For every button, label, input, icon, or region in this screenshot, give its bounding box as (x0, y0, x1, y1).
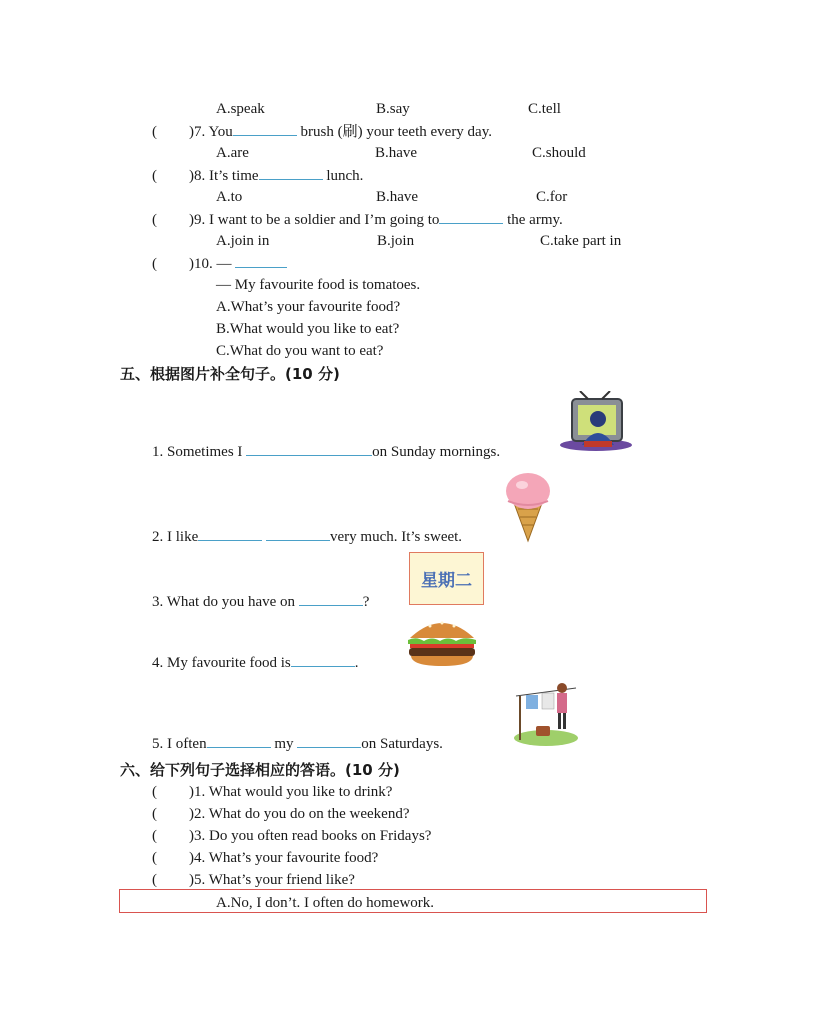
section-5-heading: 五、根据图片补全句子。(10 分) (120, 365, 340, 383)
q9-option-c: C.take part in (540, 233, 622, 249)
question-8 (152, 165, 363, 186)
q10-option-a: A.What’s your favourite food? (216, 299, 401, 315)
q10-reply: — My favourite food is tomatoes. (216, 277, 421, 293)
sentence-2-end: very much. It’s sweet. (330, 529, 463, 545)
sentence-2-start: 2. I like (152, 529, 199, 545)
sentence-5-start: 5. I often (152, 736, 207, 752)
sentence-5-mid: my (274, 736, 294, 752)
match-question-text: )3. Do you often read books on Fridays? (189, 828, 432, 844)
answer-blank[interactable] (439, 209, 503, 224)
q7-option-b: B.have (375, 145, 418, 161)
match-question-2 (152, 804, 410, 824)
answer-blank[interactable] (299, 591, 363, 606)
question-9 (152, 209, 563, 230)
question-7-tail: brush (刷) your teeth every day. (300, 124, 492, 140)
match-question-text: )4. What’s your favourite food? (189, 850, 379, 866)
sentence-3-end: ? (362, 594, 370, 610)
hamburger-picture (406, 614, 478, 668)
answer-paren[interactable]: ( (152, 784, 157, 800)
question-7 (152, 121, 492, 142)
match-question-text: )2. What do you do on the weekend? (189, 806, 410, 822)
sentence-4-start: 4. My favourite food is (152, 655, 291, 671)
answer-blank[interactable] (266, 526, 330, 541)
sentence-1-end: on Sunday mornings. (372, 444, 501, 460)
answer-paren[interactable]: ( (152, 850, 157, 866)
sentence-1 (152, 441, 500, 462)
question-8-tail: lunch. (326, 168, 364, 184)
answer-blank[interactable] (297, 733, 361, 748)
q10-option-c: C.What do you want to eat? (216, 343, 384, 359)
match-question-text: )1. What would you like to drink? (189, 784, 393, 800)
answer-paren[interactable]: ( (152, 828, 157, 844)
q7-option-a: A.are (216, 145, 249, 161)
answer-paren[interactable]: ( (152, 872, 157, 888)
washing-clothes-picture (512, 680, 580, 746)
answer-blank[interactable] (235, 253, 287, 268)
answer-blank[interactable] (198, 526, 262, 541)
answer-blank[interactable] (291, 652, 355, 667)
match-question-5 (152, 870, 355, 890)
question-10-text: )10. — (189, 256, 232, 272)
q8-option-b: B.have (376, 189, 419, 205)
section-6-heading: 六、给下列句子选择相应的答语。(10 分) (120, 761, 400, 779)
q6-option-c: C.tell (528, 101, 561, 117)
q8-option-c: C.for (536, 189, 568, 205)
sentence-4-end: . (354, 655, 359, 671)
q9-option-a: A.join in (216, 233, 270, 249)
q8-option-a: A.to (216, 189, 243, 205)
answer-paren: ( (152, 256, 157, 272)
sentence-5 (152, 733, 443, 754)
question-10 (152, 253, 287, 274)
match-question-3 (152, 826, 431, 846)
question-9-text: )9. I want to be a soldier and I’m going to (189, 212, 440, 228)
answer-option-a: A.No, I don’t. I often do homework. (216, 895, 435, 911)
q6-option-a: A.speak (216, 101, 265, 117)
sentence-1-start: 1. Sometimes I (152, 444, 243, 460)
answer-paren: ( (152, 124, 157, 140)
sentence-2 (152, 526, 462, 547)
sentence-5-end: on Saturdays. (361, 736, 443, 752)
answer-blank[interactable] (207, 733, 271, 748)
answer-blank[interactable] (259, 165, 323, 180)
question-7-text: )7. You (189, 124, 233, 140)
sentence-3 (152, 591, 369, 612)
answer-paren: ( (152, 168, 157, 184)
q6-option-b: B.say (376, 101, 410, 117)
answer-paren: ( (152, 212, 157, 228)
question-9-tail: the army. (507, 212, 563, 228)
match-question-4 (152, 848, 378, 868)
boy-watching-tv-picture (558, 391, 634, 453)
answer-blank[interactable] (233, 121, 297, 136)
weekday-card: 星期二 (409, 552, 484, 605)
sentence-3-start: 3. What do you have on (152, 594, 296, 610)
q9-option-b: B.join (377, 233, 415, 249)
question-8-text: )8. It’s time (189, 168, 259, 184)
q10-option-b: B.What would you like to eat? (216, 321, 400, 337)
match-question-1 (152, 782, 392, 802)
match-question-text: )5. What’s your friend like? (189, 872, 355, 888)
answer-blank[interactable] (246, 441, 372, 456)
answer-paren[interactable]: ( (152, 806, 157, 822)
sentence-4 (152, 652, 358, 673)
ice-cream-cone-picture (502, 469, 554, 543)
q7-option-c: C.should (532, 145, 586, 161)
